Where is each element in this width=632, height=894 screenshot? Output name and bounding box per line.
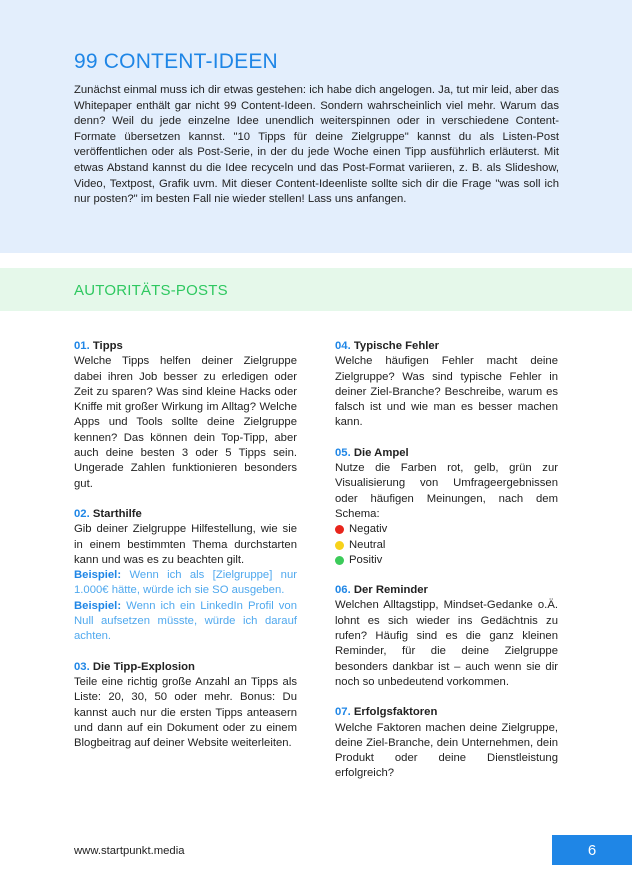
tip-text: Teile eine richtig große Anzahl an Tipps als Liste: 20, 30, 50 oder mehr. Bonus: Du kannst auch nur die ersten Tipps anteasern und dann auf ein Dokument oder zu einem Blogbeitrag auf deiner Website weiterleiten. (74, 675, 297, 750)
intro-text: Zunächst einmal muss ich dir etwas gestehen: ich habe dich angelogen. Ja, tut mir leid, aber das Whitepaper enthält gar nicht 99 Content-Ideen. Sondern wahrscheinlich viel mehr. Warum das denn? Weil du jede einzelne Idee unendlich weiterspinnen oder in verschiedene Content-Formate übersetzen kannst. "10 Tipps für deine Zielgruppe" kannst du als Listen-Post veröffentlichen oder als Post-Serie, in der du jede Woche einen Tipp ausführlich erläuterst. Mit etwas Abstand kannst du die Idee recyceln und das Post-Format variieren, z. B. als Slideshow, Video, Textpost, Grafik uvm. Mit dieser Content-Ideenliste sollte sich dir die Frage "was soll ich nur posten?" im besten Fall nie wieder stellen! Lass uns anfangen. (74, 84, 559, 206)
example-text: Wenn ich ein LinkedIn Profil von Null aufsetzen müsste, würde ich darauf achten. (74, 599, 297, 643)
section-title: AUTORITÄTS-POSTS (74, 282, 228, 299)
tip-title: Erfolgsfaktoren (353, 706, 438, 719)
tip-06 (335, 583, 558, 690)
example-label: Beispiel: (74, 599, 122, 612)
tip-number: 07. (335, 706, 351, 719)
tip-number: 02. (74, 507, 90, 520)
tip-heading (74, 507, 297, 522)
tip-number: 06. (335, 584, 351, 597)
tip-title: Tipps (92, 340, 123, 352)
footer-url: www.startpunkt.media (74, 845, 185, 857)
tip-text: Nutze die Farben rot, gelb, grün zur Visualisierung von Umfrageergebnissen oder häufigen Meinungen, nach dem Schema: (335, 462, 558, 520)
tip-07 (335, 705, 558, 781)
tip-number: 03. (74, 660, 90, 673)
tip-title: Die Ampel (353, 446, 409, 459)
legend-neutral (335, 538, 558, 553)
green-dot-icon (335, 556, 344, 565)
tip-title: Die Tipp-Explosion (92, 660, 195, 673)
tip-text: Welchen Alltagstipp, Mindset-Gedanke o.Ä. lohnt es sich wieder ins Gedächtnis zu rufen? Häufig sind es die ganz kleinen Reminder, für die deine Zielgruppe besonders dankbar ist – auch wenn sie dir noch so unbedeutend vorkommen. (335, 599, 558, 688)
tip-heading (335, 339, 558, 354)
yellow-dot-icon (335, 541, 344, 550)
legend-label: Neutral (349, 538, 386, 551)
example-text: Wenn ich als [Zielgruppe] nur 1.000€ hätte, würde ich sie SO ausgeben. (74, 569, 298, 597)
tip-text: Welche Faktoren machen deine Zielgruppe, deine Ziel-Branche, dein Unternehmen, dein Produkt oder deine Dienstleistung erfolgreich? (335, 721, 558, 780)
example (74, 568, 297, 599)
legend-label: Negativ (349, 523, 388, 536)
left-column (74, 339, 297, 766)
intro-section (0, 0, 632, 253)
tip-text: Welche Tipps helfen deiner Zielgruppe dabei ihren Job besser zu erledigen oder Zeit zu sparen? Was sind kleine Hacks oder Kniffe mit großer Wirkung im Alltag? Welche Apps und Tools sollte deine Zielgruppe kennen? Das können dein Top-Tipp, aber auch deine besten 3 oder 5 Tipps sein. Ungerade Zahlen funktionieren besonders gut. (74, 355, 297, 490)
tip-05 (335, 446, 558, 568)
legend-label: Positiv (349, 553, 383, 566)
tip-heading (335, 446, 558, 461)
tip-heading (335, 705, 558, 720)
tip-03 (74, 660, 297, 752)
right-column (335, 339, 558, 797)
tip-number: 01. (74, 340, 90, 352)
tip-text: Welche häufigen Fehler macht deine Zielgruppe? Was sind typische Fehler in deiner Ziel-Branche? Beschreibe, warum es falsch ist und wie man es besser machen kann. (335, 355, 558, 429)
tip-heading (74, 660, 297, 675)
tip-title: Typische Fehler (353, 340, 440, 352)
red-dot-icon (335, 525, 344, 534)
tip-04 (335, 339, 558, 431)
tip-text: Gib deiner Zielgruppe Hilfestellung, wie sie in einem bestimmten Thema durchstarten kann und was es zu beachten gilt. (74, 523, 297, 566)
section-header (0, 268, 632, 311)
page-number: 6 (552, 835, 632, 865)
tip-heading (335, 583, 558, 598)
tip-01 (74, 339, 297, 492)
tip-number: 05. (335, 446, 351, 459)
tip-heading (74, 339, 297, 354)
tip-02 (74, 507, 297, 645)
page-title: 99 CONTENT-IDEEN (74, 50, 278, 73)
legend-positive (335, 553, 558, 568)
tip-title: Starthilfe (92, 507, 142, 520)
example (74, 599, 297, 645)
legend-negative (335, 522, 558, 537)
example-label: Beispiel: (74, 569, 122, 582)
tip-title: Der Reminder (353, 584, 428, 597)
tip-number: 04. (335, 340, 351, 352)
